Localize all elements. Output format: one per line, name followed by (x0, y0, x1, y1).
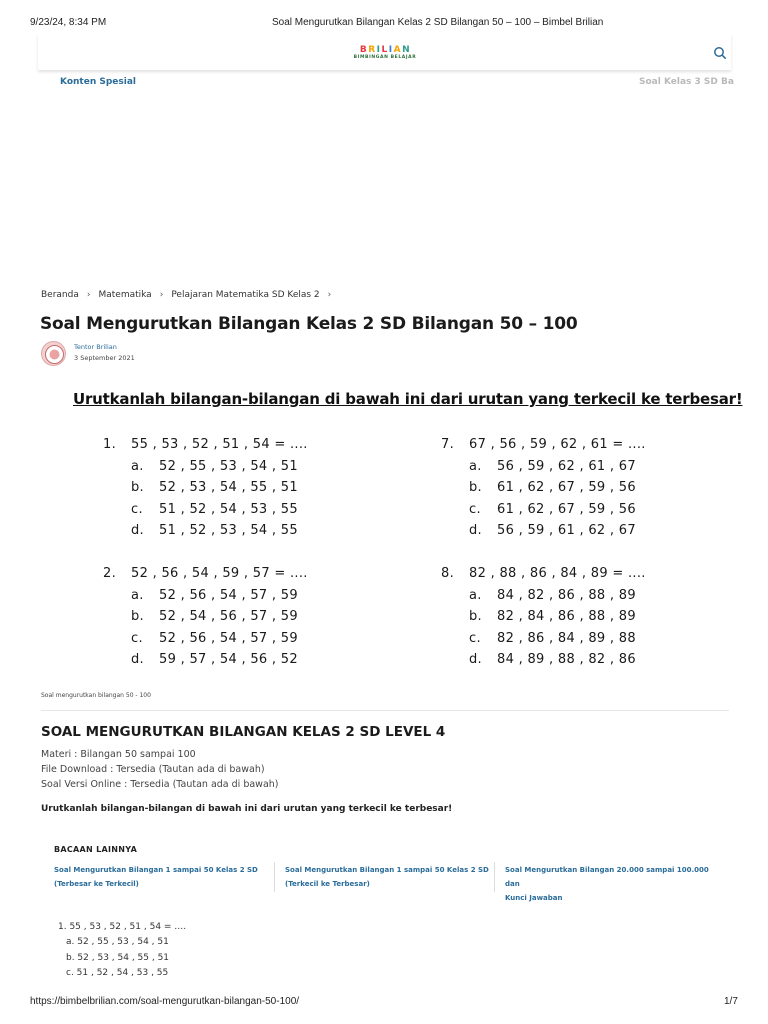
question-number: 2. (103, 566, 117, 581)
meta-soal-online: Soal Versi Online : Tersedia (Tautan ada di bawah) (41, 779, 279, 790)
print-datetime: 9/23/24, 8:34 PM (30, 17, 107, 28)
option-letter: a. (469, 458, 482, 474)
related-link-2[interactable] (285, 863, 490, 891)
option-letter: c. (469, 630, 481, 646)
option-letter: d. (131, 652, 144, 667)
option-letter: c. (131, 501, 143, 517)
option-text: 52 , 53 , 54 , 55 , 51 (159, 480, 298, 495)
divider (41, 710, 729, 711)
related-link-line: (Terbesar ke Terkecil) (54, 880, 139, 888)
option-text: 61 , 62 , 67 , 59 , 56 (497, 480, 636, 495)
logo-wordmark (348, 46, 422, 55)
logo-letter: N (402, 45, 411, 55)
option-text: 56 , 59 , 61 , 62 , 67 (497, 523, 636, 538)
option-text: 56 , 59 , 62 , 61 , 67 (497, 458, 636, 474)
logo-letter: I (376, 45, 381, 55)
option-letter: a. (131, 587, 144, 603)
option-letter: a. (131, 458, 144, 474)
search-icon (712, 45, 728, 61)
post-date: 3 September 2021 (74, 354, 135, 362)
list-option: c. 51 , 52 , 54 , 53 , 55 (66, 968, 169, 978)
question-1 (103, 434, 363, 542)
question-text: 67 , 56 , 59 , 62 , 61 = .... (469, 437, 646, 452)
option-letter: a. (469, 587, 482, 603)
related-link-line: Soal Mengurutkan Bilangan 1 sampai 50 Kelas 2 SD (54, 866, 258, 874)
option-text: 52 , 56 , 54 , 57 , 59 (159, 587, 298, 603)
list-option: a. 52 , 55 , 53 , 54 , 51 (66, 937, 169, 947)
related-link-line: Soal Mengurutkan Bilangan 20.000 sampai 100.000 dan (505, 866, 709, 888)
nav-konten-spesial[interactable]: Konten Spesial (60, 77, 136, 87)
breadcrumb-chevron-icon: › (159, 290, 164, 300)
question-8 (441, 563, 701, 671)
option-letter: b. (469, 480, 482, 495)
related-divider (274, 862, 275, 892)
related-link-3[interactable] (505, 863, 725, 905)
option-text: 82 , 86 , 84 , 89 , 88 (497, 630, 636, 646)
print-doc-title: Soal Mengurutkan Bilangan Kelas 2 SD Bilangan 50 – 100 – Bimbel Brilian (272, 17, 604, 28)
related-heading: BACAAN LAINNYA (54, 845, 138, 854)
option-text: 61 , 62 , 67 , 59 , 56 (497, 501, 636, 517)
author-avatar-icon (42, 342, 66, 366)
list-option: b. 52 , 53 , 54 , 55 , 51 (66, 953, 170, 963)
option-text: 52 , 56 , 54 , 57 , 59 (159, 630, 298, 646)
option-text: 52 , 55 , 53 , 54 , 51 (159, 458, 298, 474)
question-text: 52 , 56 , 54 , 59 , 57 = .... (131, 566, 308, 581)
option-letter: d. (469, 523, 482, 538)
option-text: 51 , 52 , 53 , 54 , 55 (159, 523, 298, 538)
option-letter: b. (131, 480, 144, 495)
related-link-line: Soal Mengurutkan Bilangan 1 sampai 50 Kelas 2 SD (285, 866, 489, 874)
question-2 (103, 563, 363, 671)
related-link-line: (Terkecil ke Terbesar) (285, 880, 370, 888)
option-letter: c. (469, 501, 481, 517)
page-title: Soal Mengurutkan Bilangan Kelas 2 SD Bilangan 50 – 100 (40, 314, 578, 334)
question-number: 8. (441, 566, 455, 581)
logo-letter: A (393, 45, 402, 55)
breadcrumb-item-kelas-2[interactable]: Pelajaran Matematika SD Kelas 2 (171, 290, 320, 300)
logo-letter: B (359, 45, 368, 55)
search-button[interactable] (712, 45, 728, 61)
option-text: 84 , 82 , 86 , 88 , 89 (497, 587, 636, 603)
option-letter: d. (469, 652, 482, 667)
avatar[interactable] (41, 341, 66, 366)
breadcrumb-chevron-icon: › (327, 290, 332, 300)
breadcrumb-item-beranda[interactable]: Beranda (41, 290, 79, 300)
logo-letter: L (381, 45, 388, 55)
meta-file-download: File Download : Tersedia (Tautan ada di bawah) (41, 764, 265, 775)
question-text: 82 , 88 , 86 , 84 , 89 = .... (469, 566, 646, 581)
option-text: 51 , 52 , 54 , 53 , 55 (159, 501, 298, 517)
author-link[interactable]: Tentor Brilian (74, 343, 117, 351)
image-caption: Soal mengurutkan bilangan 50 - 100 (41, 692, 151, 699)
related-divider (494, 862, 495, 892)
instruction-text: Urutkanlah bilangan-bilangan di bawah ini dari urutan yang terkecil ke terbesar! (41, 804, 453, 814)
breadcrumb (41, 290, 331, 300)
related-link-1[interactable] (54, 863, 264, 891)
print-page-number: 1/7 (724, 996, 738, 1007)
breadcrumb-item-matematika[interactable]: Matematika (98, 290, 152, 300)
logo-subtitle: BIMBINGAN BELAJAR (353, 55, 417, 60)
option-letter: b. (469, 609, 482, 624)
logo-letter: R (368, 45, 376, 55)
related-link-line: Kunci Jawaban (505, 894, 563, 902)
question-text: 55 , 53 , 52 , 51 , 54 = .... (131, 437, 308, 452)
nav-soal-kelas-3[interactable]: Soal Kelas 3 SD Ba (639, 77, 734, 87)
worksheet-title: Urutkanlah bilangan-bilangan di bawah ini dari urutan yang terkecil ke terbesar! (73, 390, 743, 408)
option-text: 59 , 57 , 54 , 56 , 52 (159, 652, 298, 667)
option-letter: c. (131, 630, 143, 646)
breadcrumb-chevron-icon: › (86, 290, 91, 300)
option-text: 52 , 54 , 56 , 57 , 59 (159, 609, 298, 624)
option-letter: b. (131, 609, 144, 624)
logo-letter: I (388, 45, 393, 55)
question-number: 7. (441, 437, 455, 452)
site-logo[interactable] (348, 46, 422, 62)
option-letter: d. (131, 523, 144, 538)
question-7 (441, 434, 701, 542)
option-text: 82 , 84 , 86 , 88 , 89 (497, 609, 636, 624)
meta-materi: Materi : Bilangan 50 sampai 100 (41, 749, 196, 760)
print-url: https://bimbelbrilian.com/soal-mengurutkan-bilangan-50-100/ (30, 996, 300, 1007)
list-question-text: 1. 55 , 53 , 52 , 51 , 54 = …. (58, 922, 187, 932)
question-number: 1. (103, 437, 117, 452)
option-text: 84 , 89 , 88 , 82 , 86 (497, 652, 636, 667)
section-heading: SOAL MENGURUTKAN BILANGAN KELAS 2 SD LEVEL 4 (41, 724, 446, 740)
